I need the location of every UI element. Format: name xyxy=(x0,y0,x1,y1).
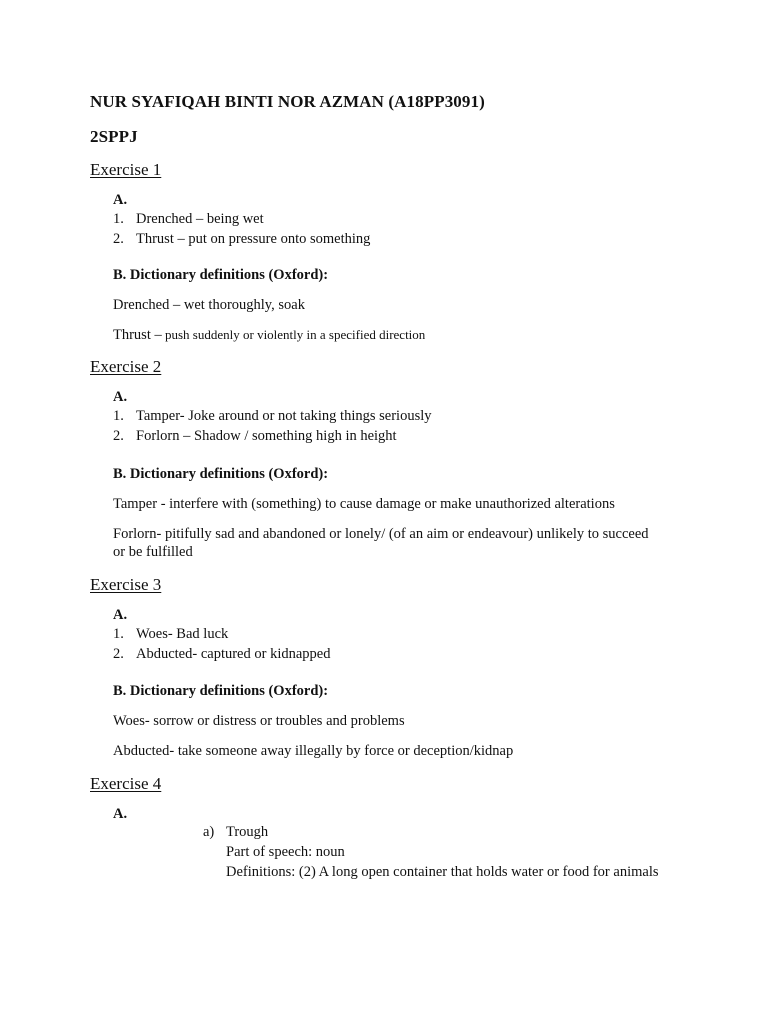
exercise-2-part-a-label: A. xyxy=(113,389,128,405)
item-text: Abducted- captured or kidnapped xyxy=(136,646,331,662)
exercise-1-part-a-label: A. xyxy=(113,192,128,208)
definition-text: wet thoroughly, soak xyxy=(180,297,305,313)
item-text: Woes- Bad luck xyxy=(136,626,229,642)
exercise-2-item-1 xyxy=(113,408,432,425)
exercise-1-item-1 xyxy=(113,211,264,228)
item-text: Drenched – being wet xyxy=(136,211,264,227)
exercise-1-heading: Exercise 1 xyxy=(90,160,162,179)
exercise-2-definition-1: Tamper - interfere with (something) to cause damage or make unauthorized alterations xyxy=(113,496,615,512)
exercise-3-definition-1: Woes- sorrow or distress or troubles and problems xyxy=(113,713,405,729)
exercise-3-item-2 xyxy=(113,646,330,663)
item-number: 1. xyxy=(113,626,124,642)
exercise-4-part-a-label: A. xyxy=(113,806,128,822)
exercise-1-part-b-label: B. Dictionary definitions (Oxford): xyxy=(113,267,329,283)
entry-label: a) xyxy=(203,824,215,840)
exercise-4-entry-definition: Definitions: (2) A long open container that holds water or food for animals xyxy=(226,864,659,880)
item-text: Forlorn – Shadow / something high in height xyxy=(136,428,397,444)
definition-term: Drenched – xyxy=(113,297,181,313)
definition-text: push suddenly or violently in a specified direction xyxy=(161,327,426,342)
exercise-1-item-2 xyxy=(113,231,370,248)
exercise-2-heading: Exercise 2 xyxy=(90,357,162,376)
entry-word: Trough xyxy=(226,824,269,840)
exercise-2-part-b-label: B. Dictionary definitions (Oxford): xyxy=(113,466,329,482)
exercise-1-definition-1 xyxy=(113,297,305,314)
item-number: 2. xyxy=(113,231,124,247)
exercise-3-item-1 xyxy=(113,626,228,643)
exercise-3-definition-2: Abducted- take someone away illegally by force or deception/kidnap xyxy=(113,743,514,759)
exercise-4-heading: Exercise 4 xyxy=(90,774,162,793)
item-number: 1. xyxy=(113,211,124,227)
exercise-4-entry-word xyxy=(203,824,268,841)
exercise-2-definition-2-line-2: or be fulfilled xyxy=(113,544,193,560)
item-text: Tamper- Joke around or not taking things seriously xyxy=(136,408,432,424)
item-number: 2. xyxy=(113,428,124,444)
exercise-4-entry-part-of-speech: Part of speech: noun xyxy=(226,844,345,860)
item-number: 1. xyxy=(113,408,124,424)
definition-term: Thrust – xyxy=(113,327,162,343)
exercise-2-definition-2-line-1: Forlorn- pitifully sad and abandoned or lonely/ (of an aim or endeavour) unlikely to succeed xyxy=(113,526,649,542)
exercise-3-part-a-label: A. xyxy=(113,607,128,623)
item-number: 2. xyxy=(113,646,124,662)
exercise-2-item-2 xyxy=(113,428,397,445)
exercise-3-part-b-label: B. Dictionary definitions (Oxford): xyxy=(113,683,329,699)
student-name-heading: NUR SYAFIQAH BINTI NOR AZMAN (A18PP3091) xyxy=(90,92,485,111)
class-heading: 2SPPJ xyxy=(90,127,138,146)
exercise-3-heading: Exercise 3 xyxy=(90,575,162,594)
exercise-1-definition-2 xyxy=(113,327,425,344)
item-text: Thrust – put on pressure onto something xyxy=(136,231,371,247)
